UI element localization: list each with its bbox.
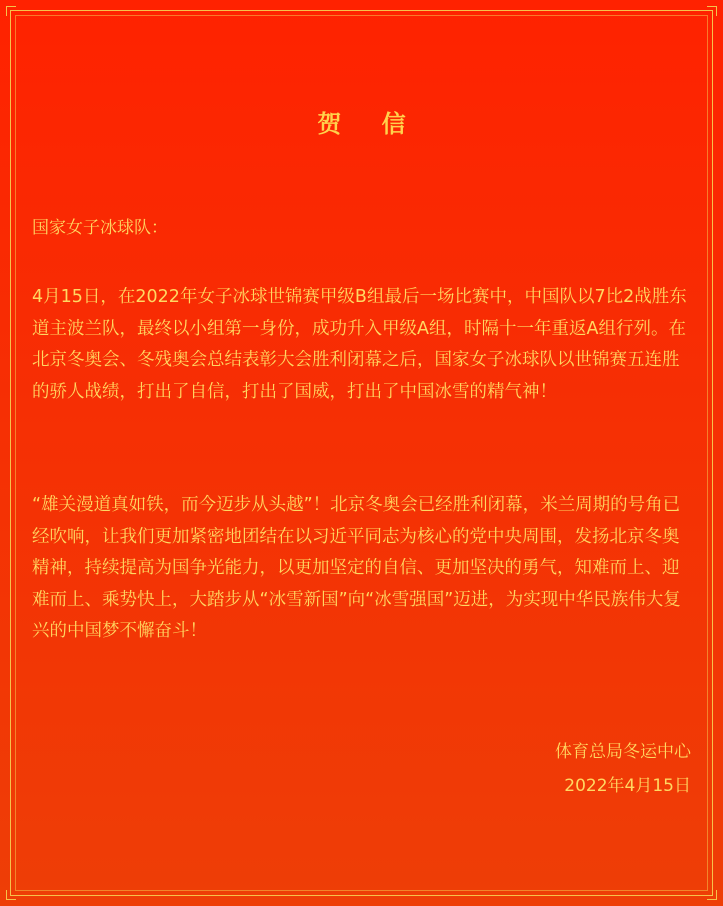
frame-corner-ornament [6,890,16,900]
letter-date: 2022年4月15日 [564,776,691,796]
letter-paragraph: 4月15日，在2022年女子冰球世锦赛甲级B组最后一场比赛中，中国队以7比2战胜东道主波兰队，最终以小组第一身份，成功升入甲级A组，时隔十一年重返A组行列。在北京冬奥会、冬残奥会总结表彰大会胜利闭幕之后，国家女子冰球队以世锦赛五连胜的骄人战绩，打出了自信，打出了国威，打出了中国冰雪的精气神！ [32,287,687,402]
letter-signer: 体育总局冬运中心 [555,742,691,762]
frame-corner-ornament [6,6,16,16]
letter-salutation: 国家女子冰球队： [32,218,168,238]
frame-corner-ornament [707,6,717,16]
letter-paragraph: “雄关漫道真如铁，而今迈步从头越”！北京冬奥会已经胜利闭幕，米兰周期的号角已经吹响，让我们更加紧密地团结在以习近平同志为核心的党中央周围，发扬北京冬奥精神，持续提高为国争光能力，以更加坚定的自信、更加坚决的勇气，知难而上、迎难而上、乘势快上，大踏步从“冰雪新国”向“冰雪强国”迈进，为实现中华民族伟大复兴的中国梦不懈奋斗！ [32,495,681,641]
letter-title: 贺 信 [317,110,422,138]
frame-corner-ornament [707,890,717,900]
